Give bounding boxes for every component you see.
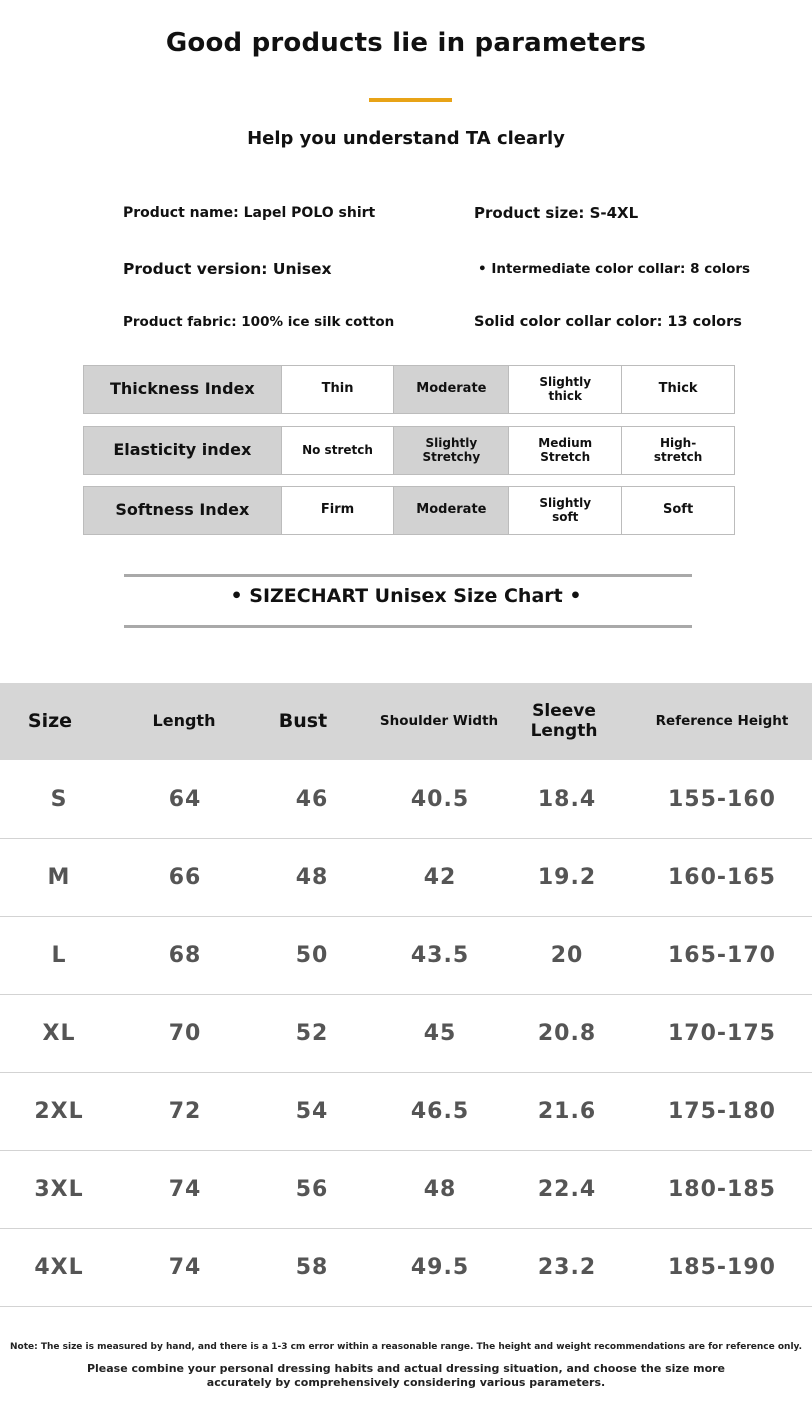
cell-sleeve-length: 21.6 (537, 1098, 597, 1124)
softness-index-row (83, 486, 735, 535)
index-level: Slightly thick (508, 365, 622, 414)
cell-sleeve-length: 18.4 (537, 786, 597, 812)
col-bust: Bust (278, 709, 328, 732)
collar-intermediate: • Intermediate color collar: 8 colors (478, 261, 751, 277)
cell-size: S (50, 786, 68, 812)
table-row (0, 916, 812, 995)
index-label: Thickness Index (83, 365, 282, 414)
index-level: Medium Stretch (508, 426, 622, 475)
cell-reference-height: 175-180 (668, 1098, 776, 1124)
cell-shoulder-width: 48 (423, 1176, 457, 1202)
cell-bust: 52 (295, 1020, 329, 1046)
size-table-header (0, 683, 812, 760)
product-version: Product version: Unisex (123, 260, 332, 278)
sizechart-top-line (124, 574, 692, 577)
index-label: Softness Index (83, 486, 282, 535)
cell-shoulder-width: 40.5 (410, 786, 470, 812)
size-advice-note: Please combine your personal dressing habits and actual dressing situation, and choose the size more accurately by comprehensively considering various parameters. (86, 1362, 726, 1390)
index-level: Firm (281, 486, 395, 535)
cell-length: 70 (168, 1020, 202, 1046)
index-level: High-stretch (621, 426, 735, 475)
cell-length: 68 (168, 942, 202, 968)
col-sleeve-length: Sleeve Length (530, 700, 598, 741)
cell-size: 3XL (34, 1176, 84, 1202)
cell-bust: 46 (295, 786, 329, 812)
cell-shoulder-width: 45 (423, 1020, 457, 1046)
index-label: Elasticity index (83, 426, 282, 475)
cell-shoulder-width: 43.5 (410, 942, 470, 968)
index-level-highlighted: Moderate (393, 365, 509, 414)
cell-shoulder-width: 46.5 (410, 1098, 470, 1124)
product-fabric: Product fabric: 100% ice silk cotton (123, 314, 395, 330)
col-reference-height: Reference Height (655, 712, 789, 729)
cell-bust: 58 (295, 1254, 329, 1280)
index-level: Slightly soft (508, 486, 622, 535)
page-title: Good products lie in parameters (165, 28, 647, 58)
cell-length: 74 (168, 1176, 202, 1202)
table-row (0, 1072, 812, 1151)
cell-sleeve-length: 23.2 (537, 1254, 597, 1280)
cell-reference-height: 160-165 (668, 864, 776, 890)
index-level: Thin (281, 365, 395, 414)
index-level-highlighted: Moderate (393, 486, 509, 535)
table-row (0, 1150, 812, 1229)
cell-size: 4XL (34, 1254, 84, 1280)
table-row (0, 1228, 812, 1307)
cell-shoulder-width: 42 (423, 864, 457, 890)
index-level-highlighted: Slightly Stretchy (393, 426, 509, 475)
cell-sleeve-length: 22.4 (537, 1176, 597, 1202)
cell-sleeve-length: 19.2 (537, 864, 597, 890)
cell-size: 2XL (34, 1098, 84, 1124)
table-row (0, 994, 812, 1073)
cell-bust: 48 (295, 864, 329, 890)
product-size: Product size: S-4XL (474, 204, 639, 222)
cell-reference-height: 165-170 (668, 942, 776, 968)
table-row (0, 838, 812, 917)
col-length: Length (152, 711, 216, 731)
cell-bust: 56 (295, 1176, 329, 1202)
cell-bust: 54 (295, 1098, 329, 1124)
cell-length: 66 (168, 864, 202, 890)
measurement-note: Note: The size is measured by hand, and there is a 1-3 cm error within a reasonable range. The height and weight recommendations are for reference only. (9, 1342, 802, 1352)
sizechart-bottom-line (124, 625, 692, 628)
cell-reference-height: 185-190 (668, 1254, 776, 1280)
cell-size: L (51, 942, 67, 968)
cell-bust: 50 (295, 942, 329, 968)
cell-reference-height: 170-175 (668, 1020, 776, 1046)
sizechart-title: • SIZECHART Unisex Size Chart • (230, 585, 582, 607)
col-shoulder-width: Shoulder Width (379, 712, 499, 729)
cell-sleeve-length: 20 (550, 942, 584, 968)
table-row (0, 760, 812, 839)
cell-size: XL (42, 1020, 76, 1046)
thickness-index-row (83, 365, 735, 414)
page-subtitle: Help you understand TA clearly (247, 128, 565, 149)
cell-length: 74 (168, 1254, 202, 1280)
cell-length: 72 (168, 1098, 202, 1124)
cell-reference-height: 180-185 (668, 1176, 776, 1202)
cell-length: 64 (168, 786, 202, 812)
elasticity-index-row (83, 426, 735, 475)
cell-shoulder-width: 49.5 (410, 1254, 470, 1280)
col-size: Size (27, 709, 73, 732)
index-level: Soft (621, 486, 735, 535)
index-level: Thick (621, 365, 735, 414)
cell-reference-height: 155-160 (668, 786, 776, 812)
cell-sleeve-length: 20.8 (537, 1020, 597, 1046)
cell-size: M (47, 864, 71, 890)
collar-solid: Solid color collar color: 13 colors (474, 314, 742, 330)
accent-divider (369, 98, 452, 102)
product-name: Product name: Lapel POLO shirt (123, 205, 376, 221)
index-level: No stretch (281, 426, 395, 475)
